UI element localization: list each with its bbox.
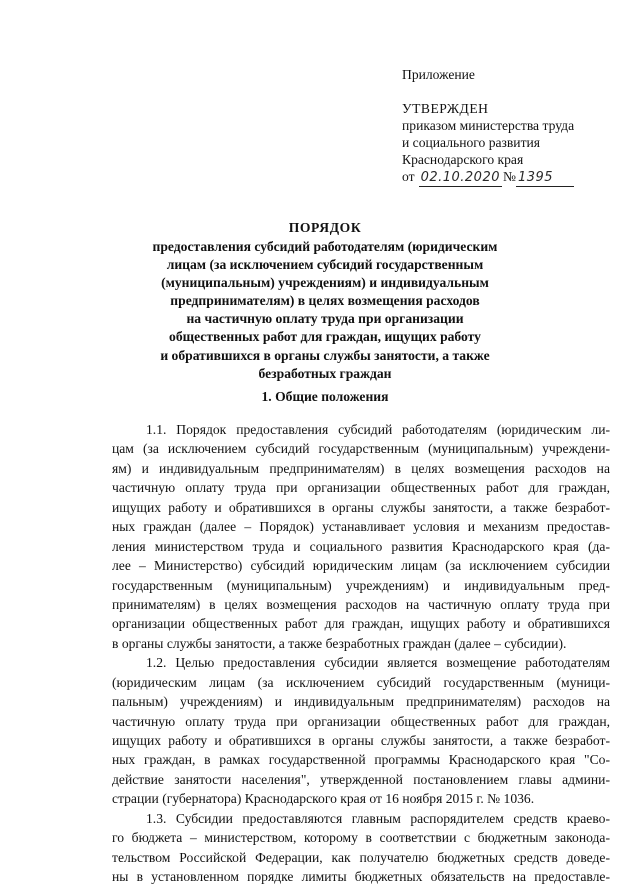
approved-label: УТВЕРЖДЕН <box>402 101 489 116</box>
subtitle-line: и обратившихся в органы службы занятости, а также <box>160 347 490 363</box>
subtitle-line: общественных работ для граждан, ищущих работу <box>169 329 481 345</box>
handwritten-number: 1395 <box>516 169 574 187</box>
spacer <box>402 83 574 100</box>
date-prefix: от <box>402 169 415 184</box>
body-line: ищущих работу и обратившихся в органы службы занятости, а также безработ- <box>112 733 610 748</box>
body-line: частичную оплату труда при организации общественных работ для граждан, <box>112 480 610 496</box>
body-line: лее – Министерство) субсидий юридическим лицам (за исключением субсидии <box>112 558 610 574</box>
body-line: принимателям) в целях возмещения расходов на частичную оплату труда при <box>112 596 610 612</box>
body-line: ищущих работу и обратившихся в органы службы занятости, а также безработ- <box>112 499 610 515</box>
body-line: действие занятости населения", утвержденной постановлением главы админи- <box>112 771 610 787</box>
body-line: пальным) учреждениям) и индивидуальным предпринимателям) расходов на <box>112 694 610 710</box>
body-line: ны в установленном порядке лимиты бюджетных обязательств на предоставле- <box>112 869 610 885</box>
order-line: Краснодарского края <box>402 152 524 167</box>
section-heading: 1. Общие положения <box>261 389 389 404</box>
body-line: 1.2. Целью предоставления субсидии является возмещение работодателям <box>146 655 610 671</box>
number-sign: № <box>503 169 516 184</box>
order-line: и социального развития <box>402 135 541 150</box>
body-line: 1.1. Порядок предоставления субсидий работодателям (юридическим ли- <box>146 422 610 437</box>
body-line: тельством Российской Федерации, как получателю бюджетных средств доведе- <box>112 849 610 865</box>
document-subtitle <box>60 238 590 383</box>
appendix-label: Приложение <box>402 67 475 82</box>
body-line: го бюджета – министерством, которому в соответствии с бюджетным законода- <box>112 830 610 846</box>
body-line: страции (губернатора) Краснодарского края от 16 ноября 2015 г. № 1036. <box>112 791 535 807</box>
body-line: ям) и индивидуальным предпринимателям) в целях возмещения расходов на <box>112 460 610 476</box>
body-line: государственным (муниципальным) учреждениям) и индивидуальным пред- <box>112 577 610 593</box>
subtitle-line: на частичную оплату труда при организации <box>186 311 464 327</box>
body-line: организации общественных работ для граждан, ищущих работу и обратившихся <box>112 616 610 632</box>
body-line: ных граждан (далее – Порядок) устанавливает условия и механизм предостав- <box>112 519 610 535</box>
subtitle-line: безработных граждан <box>258 365 392 381</box>
body-line: цам (за исключением субсидий государственным (муниципальным) учреждени- <box>112 441 610 457</box>
body-text <box>112 420 610 887</box>
order-line: приказом министерства труда <box>402 118 575 133</box>
body-line: (юридическим лицам (за исключением субсидий государственным (муници- <box>112 674 610 690</box>
subtitle-line: лицам (за исключением субсидий государственным <box>166 257 484 273</box>
document-title: ПОРЯДОК <box>288 220 362 235</box>
handwritten-date: 02.10.2020 <box>420 170 500 185</box>
subtitle-line: предпринимателям) в целях возмещения расходов <box>170 293 480 309</box>
order-date-line <box>402 168 574 187</box>
subtitle-line: предоставления субсидий работодателям (юридическим <box>152 239 498 254</box>
subtitle-line: (муниципальным) учреждениям) и индивидуальным <box>161 275 489 291</box>
body-line: 1.3. Субсидии предоставляются главным распорядителем средств краево- <box>146 810 610 826</box>
body-line: ления министерством труда и социального развития Краснодарского края (да- <box>112 538 610 554</box>
body-line: частичную оплату труда при организации общественных работ для граждан, <box>112 713 610 729</box>
body-line: ных граждан, в рамках государственной программы Краснодарского края "Со- <box>112 752 610 768</box>
approval-block <box>402 66 574 187</box>
body-line: в органы службы занятости, а также безработных граждан (далее – субсидии). <box>112 635 567 651</box>
